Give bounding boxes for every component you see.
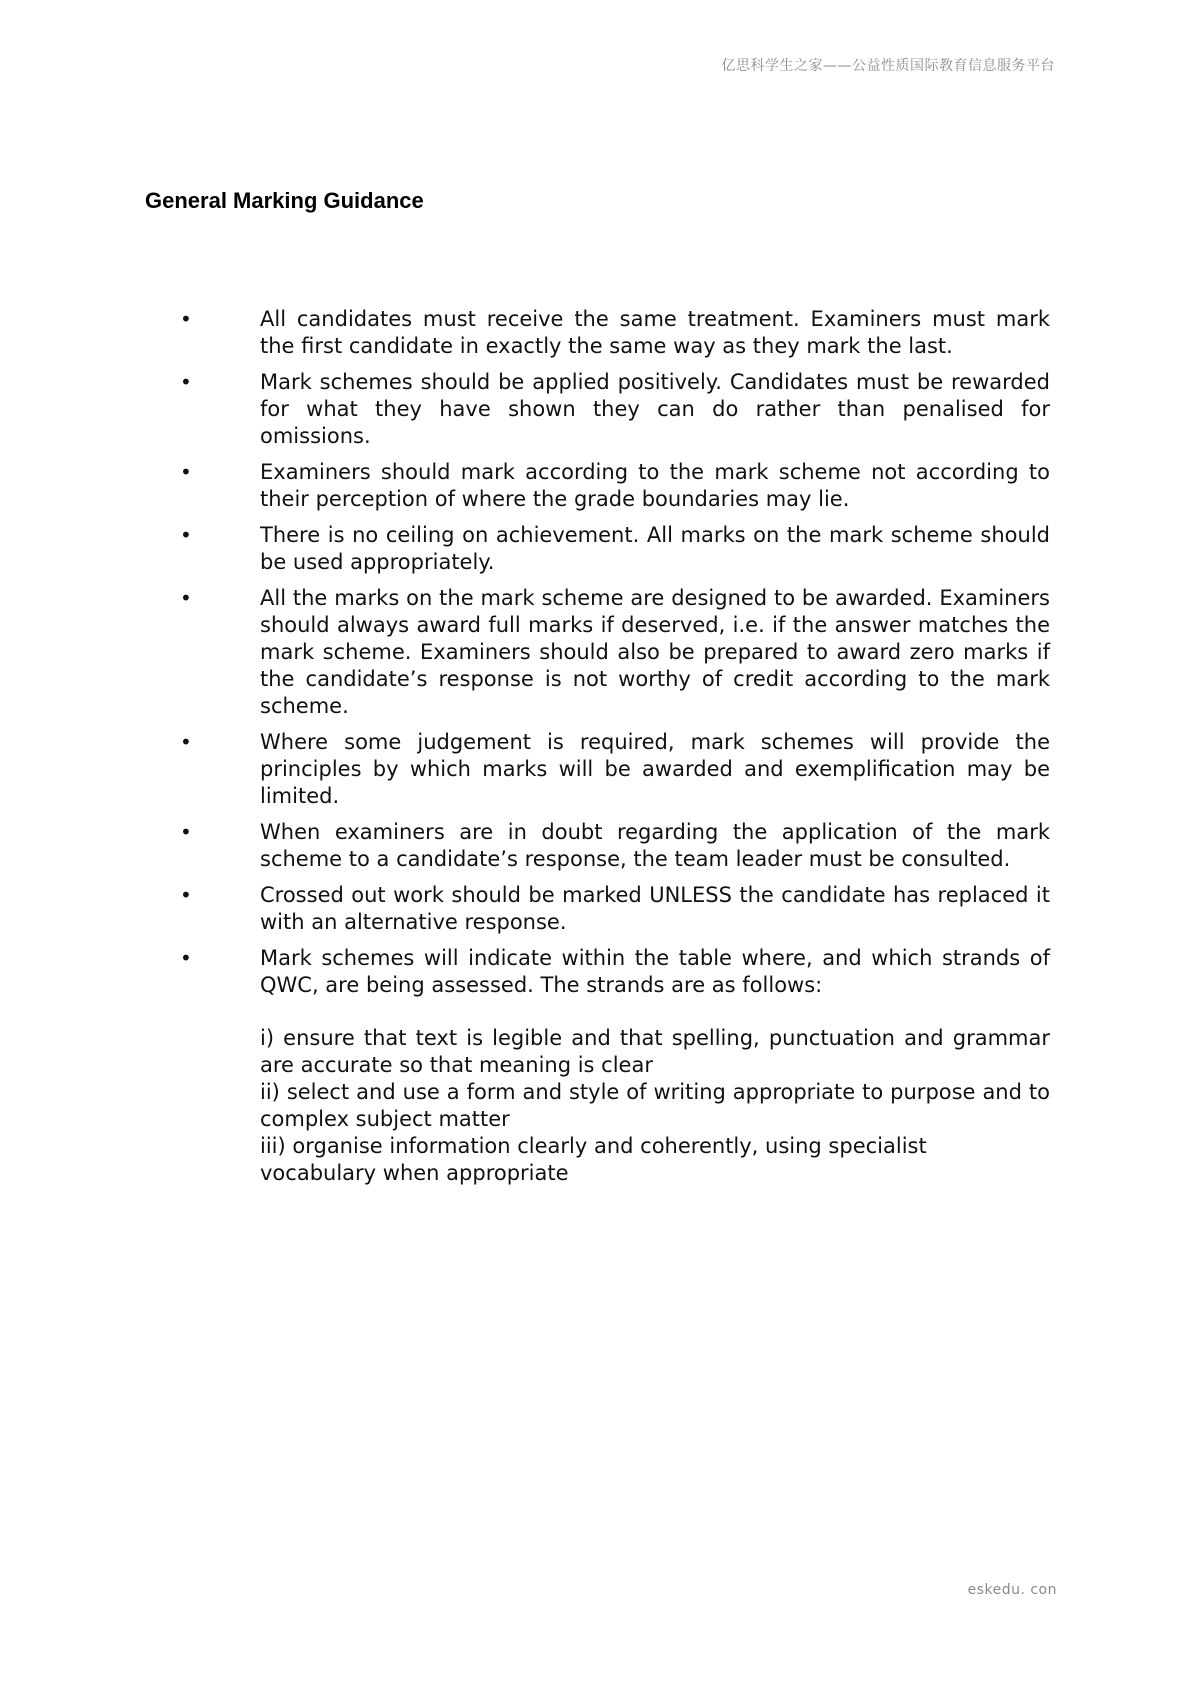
list-item-text: Crossed out work should be marked UNLESS the candidate has replaced it with an alternative response. — [260, 883, 1050, 934]
bullet-icon: • — [180, 586, 192, 610]
list-item-text: When examiners are in doubt regarding the application of the mark scheme to a candidate’s response, the team leader must be consulted. — [260, 820, 1050, 871]
strand-item: i) ensure that text is legible and that spelling, punctuation and grammar are accurate so that meaning is clear — [260, 1026, 1050, 1077]
strand-item: iii) organise information clearly and coherently, using specialist vocabulary when appropriate — [260, 1134, 927, 1185]
list-item-text: Mark schemes should be applied positively. Candidates must be rewarded for what they have shown they can do rather than penalised for omissions. — [260, 370, 1050, 448]
bullet-icon: • — [180, 730, 192, 754]
footer-watermark: eskedu. con — [967, 1582, 1057, 1598]
header-watermark: 亿思科学生之家——公益性质国际教育信息服务平台 — [721, 58, 1055, 74]
bullet-icon: • — [180, 307, 192, 331]
bullet-icon: • — [180, 883, 192, 907]
list-item — [180, 522, 1050, 576]
guidance-list — [180, 306, 1050, 1196]
bullet-icon: • — [180, 460, 192, 484]
list-item — [180, 585, 1050, 720]
list-item — [180, 945, 1050, 1187]
list-item — [180, 729, 1050, 810]
list-item — [180, 882, 1050, 936]
page-title: General Marking Guidance — [145, 188, 424, 213]
bullet-icon: • — [180, 370, 192, 394]
bullet-icon: • — [180, 523, 192, 547]
list-item-text: Mark schemes will indicate within the table where, and which strands of QWC, are being assessed. The strands are as follows: — [260, 946, 1050, 997]
list-item-text: Where some judgement is required, mark schemes will provide the principles by which marks will be awarded and exemplification may be limited. — [260, 730, 1050, 808]
list-item — [180, 369, 1050, 450]
list-item — [180, 819, 1050, 873]
qwc-strands — [260, 1025, 1050, 1187]
list-item-text: All the marks on the mark scheme are designed to be awarded. Examiners should always award full marks if deserved, i.e. if the answer matches the mark scheme. Examiners should also be prepared to award zero marks if the candidate’s response is not worthy of credit according to the mark scheme. — [260, 586, 1050, 718]
list-item — [180, 306, 1050, 360]
strand-item: ii) select and use a form and style of writing appropriate to purpose and to complex subject matter — [260, 1080, 1050, 1131]
list-item — [180, 459, 1050, 513]
bullet-icon: • — [180, 820, 192, 844]
list-item-text: There is no ceiling on achievement. All marks on the mark scheme should be used appropriately. — [260, 523, 1050, 574]
bullet-icon: • — [180, 946, 192, 970]
list-item-text: Examiners should mark according to the mark scheme not according to their perception of where the grade boundaries may lie. — [260, 460, 1050, 511]
list-item-text: All candidates must receive the same treatment. Examiners must mark the first candidate in exactly the same way as they mark the last. — [260, 307, 1050, 358]
